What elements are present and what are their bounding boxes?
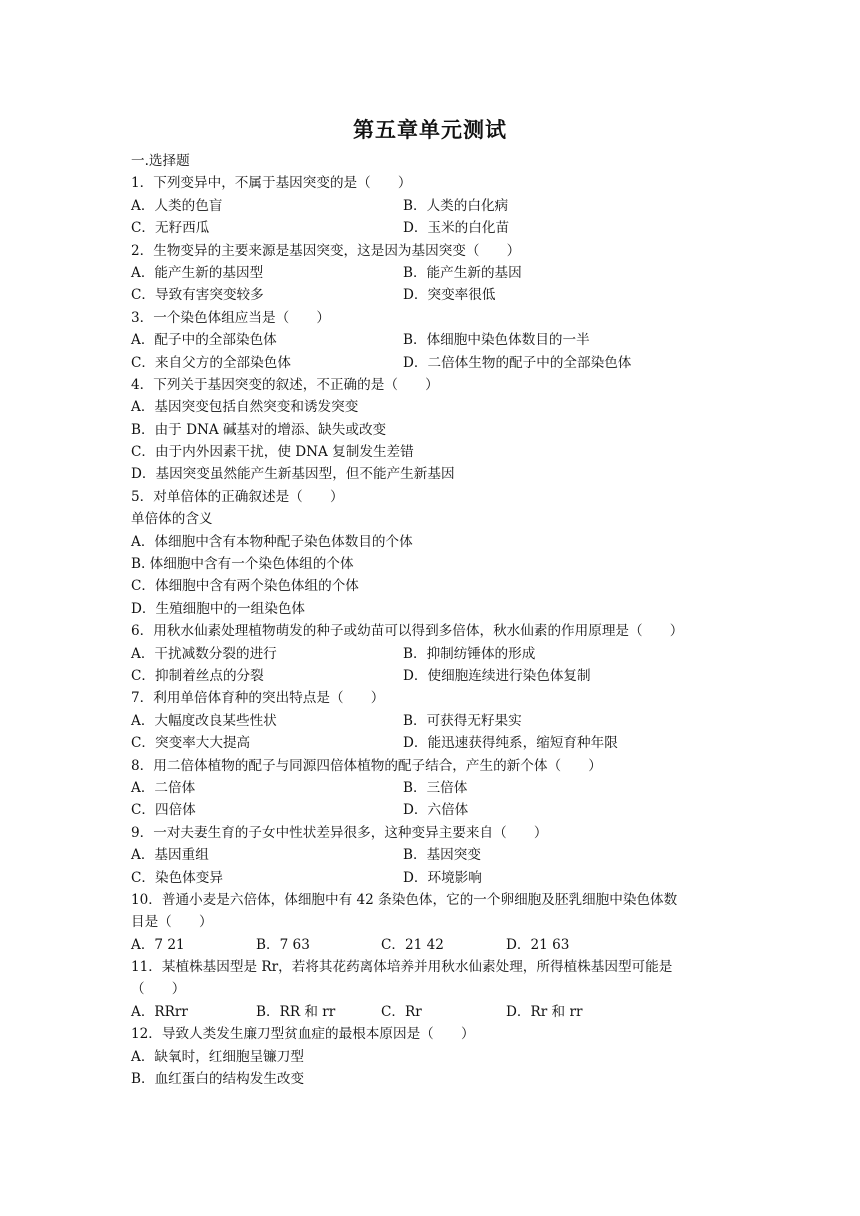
answer-option: B．可获得无籽果实: [403, 712, 522, 729]
answer-option: B．基因突变: [403, 847, 481, 864]
question-line: A．缺氧时，红细胞呈镰刀型: [131, 1048, 304, 1065]
question-line: 1．下列变异中，不属于基因突变的是（ ）: [131, 175, 412, 192]
option-row: [131, 329, 741, 351]
answer-option: B．三倍体: [403, 779, 468, 796]
answer-option: C．突变率大大提高: [131, 735, 251, 752]
option-row: [131, 284, 741, 306]
option-row: [131, 195, 741, 217]
answer-option: D．突变率很低: [403, 287, 496, 304]
question-line: 6．用秋水仙素处理植物萌发的种子或幼苗可以得到多倍体，秋水仙素的作用原理是（ ）: [131, 623, 684, 640]
option-row: [131, 1001, 741, 1023]
answer-option: C．染色体变异: [131, 869, 223, 886]
question-line: D．生殖细胞中的一组染色体: [131, 600, 306, 617]
answer-option: B．人类的白化病: [403, 197, 509, 214]
option-row: [131, 867, 741, 889]
question-line: 2．生物变异的主要来源是基因突变，这是因为基因突变（ ）: [131, 242, 521, 259]
answer-option: C．四倍体: [131, 802, 196, 819]
option-row: [131, 352, 741, 374]
answer-option: A．能产生新的基因型: [131, 264, 264, 281]
option-row: [131, 732, 741, 754]
answer-option: C．导致有害突变较多: [131, 287, 264, 304]
answer-option: A．人类的色盲: [131, 197, 223, 214]
option-row: [131, 777, 741, 799]
page-title: 第五章单元测试: [353, 118, 507, 142]
question-line: D．基因突变虽然能产生新基因型，但不能产生新基因: [131, 466, 455, 483]
option-row: [131, 844, 741, 866]
answer-option: D．玉米的白化苗: [403, 220, 510, 237]
question-list: [131, 150, 741, 1090]
answer-option: C．来自父方的全部染色体: [131, 354, 291, 371]
answer-option: A．配子中的全部染色体: [131, 332, 277, 349]
question-line: A．体细胞中含有本物种配子染色体数目的个体: [131, 533, 413, 550]
question-line: 4．下列关于基因突变的叙述，不正确的是（ ）: [131, 376, 439, 393]
answer-option: C．抑制着丝点的分裂: [131, 667, 264, 684]
answer-option: B．7 63: [256, 936, 310, 953]
section-heading: 一.选择题: [131, 153, 190, 169]
answer-option: A．二倍体: [131, 779, 196, 796]
answer-option: C．21 42: [381, 936, 444, 953]
answer-option: B．RR 和 rr: [256, 1003, 336, 1020]
answer-option: D．Rr 和 rr: [506, 1003, 583, 1020]
option-row: [131, 799, 741, 821]
answer-option: A．RRrr: [131, 1003, 188, 1020]
answer-option: B．抑制纺锤体的形成: [403, 645, 536, 662]
answer-option: D．能迅速获得纯系，缩短育种年限: [403, 735, 618, 752]
answer-option: A．干扰减数分裂的进行: [131, 645, 277, 662]
question-line: 3．一个染色体组应当是（ ）: [131, 309, 330, 326]
answer-option: A．基因重组: [131, 847, 209, 864]
option-row: [131, 217, 741, 239]
option-row: [131, 710, 741, 732]
answer-option: D．二倍体生物的配子中的全部染色体: [403, 354, 632, 371]
question-line: 5．对单倍体的正确叙述是（ ）: [131, 488, 344, 505]
question-line: C．由于内外因素干扰，使 DNA 复制发生差错: [131, 444, 414, 461]
answer-option: B．能产生新的基因: [403, 264, 522, 281]
answer-option: D．21 63: [506, 936, 570, 953]
question-line: 7．利用单倍体育种的突出特点是（ ）: [131, 690, 385, 707]
question-line: 10．普通小麦是六倍体，体细胞中有 42 条染色体，它的一个卵细胞及胚乳细胞中染色体数: [131, 891, 678, 908]
question-line: C．体细胞中含有两个染色体组的个体: [131, 578, 359, 595]
answer-option: C．Rr: [381, 1003, 422, 1020]
answer-option: D．环境影响: [403, 869, 482, 886]
answer-option: A．大幅度改良某些性状: [131, 712, 277, 729]
question-line: B．血红蛋白的结构发生改变: [131, 1071, 305, 1088]
question-line: 8．用二倍体植物的配子与同源四倍体植物的配子结合，产生的新个体（ ）: [131, 757, 602, 774]
question-line: B．由于 DNA 碱基对的增添、缺失或改变: [131, 421, 387, 438]
option-row: [131, 262, 741, 284]
answer-option: B．体细胞中染色体数目的一半: [403, 332, 590, 349]
question-line: 11．某植株基因型是 Rr，若将其花药离体培养并用秋水仙素处理，所得植株基因型可能是: [131, 959, 673, 976]
answer-option: A．7 21: [131, 936, 185, 953]
option-row: [131, 934, 741, 956]
answer-option: C．无籽西瓜: [131, 220, 210, 237]
question-line: A．基因突变包括自然突变和诱发突变: [131, 399, 359, 416]
question-line: 9．一对夫妻生育的子女中性状差异很多，这种变异主要来自（ ）: [131, 824, 548, 841]
answer-option: D．六倍体: [403, 802, 469, 819]
answer-option: D．使细胞连续进行染色体复制: [403, 667, 591, 684]
question-line: 单倍体的含义: [131, 511, 213, 528]
option-row: [131, 643, 741, 665]
question-line: B. 体细胞中含有一个染色体组的个体: [131, 556, 354, 573]
option-row: [131, 665, 741, 687]
question-line: 目是（ ）: [131, 914, 213, 931]
question-line: 12．导致人类发生廉刀型贫血症的最根本原因是（ ）: [131, 1026, 475, 1043]
question-line: （ ）: [131, 981, 186, 998]
